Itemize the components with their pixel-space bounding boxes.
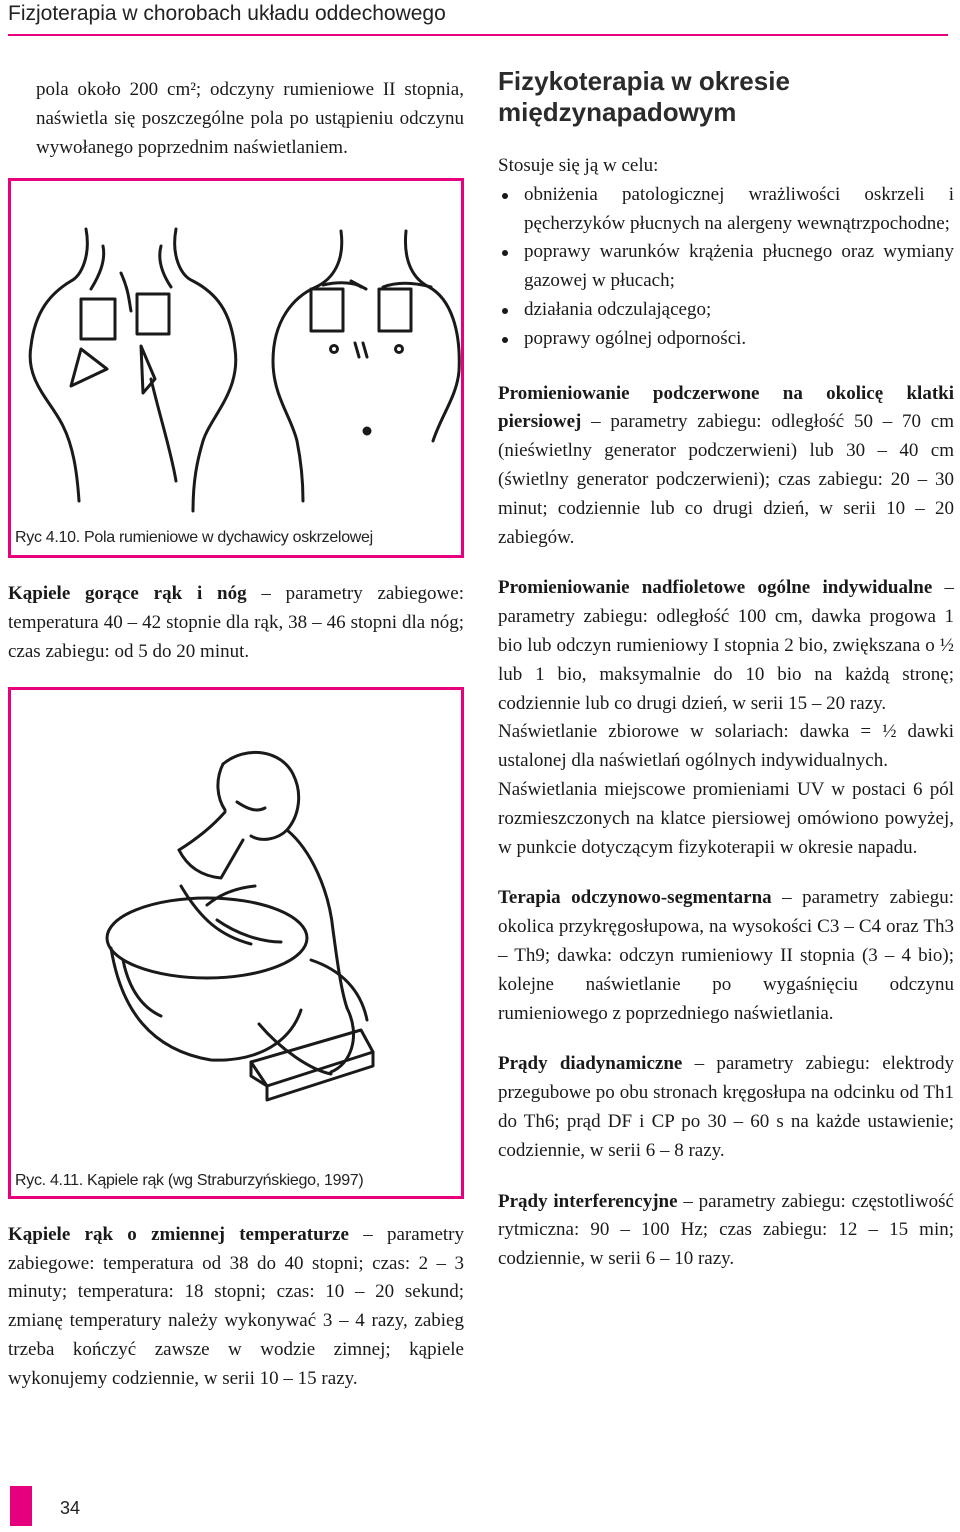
list-item: obniżenia patologicznej wrażliwości oskrzeli i pęcherzyków płucnych na alergeny wewnątrzpochodne; [498,181,954,239]
uv-local-paragraph: Naświetlania miejscowe promieniami UV w postaci 6 pól rozmieszczonych na klatce piersiowej omówiono powyżej, w punkcie dotyczącym fizykoterapii w okresie napadu. [498,778,954,858]
term: Prądy interferencyjne [498,1190,678,1212]
lead-text: Stosuje się ją w celu: [498,155,659,176]
list-item: poprawy warunków krążenia płucnego oraz wymiany gazowej w płucach; [498,238,954,296]
infrared-paragraph [498,380,954,553]
header-title: Fizjoterapia w chorobach układu oddechowego [8,2,446,25]
paragraph-text: – parametry zabiegowe: temperatura od 38 do 40 stopni; czas: 2 – 3 minuty; temperatura: 18 stopni; czas: 10 – 20 sekund; zmianę temperatury należy wykonywać 3 – 4 razy, zabieg trzeba kończyć zawsze w wodzie zimnej; kąpiele wykonujemy codziennie, w serii 10 – 15 razy. [8,1223,464,1389]
section-title: Fizykoterapia w okresie międzynapadowym [498,66,790,127]
term: Promieniowanie nadfioletowe ogólne indywidualne [498,577,933,599]
right-column [498,66,954,1274]
figure-4-11 [8,687,464,1199]
page-marker [10,1486,32,1526]
uv-general-paragraph [498,574,954,718]
list-item: działania odczulającego; [498,296,954,325]
paragraph-text: – parametry zabiegu: odległość 100 cm, dawka progowa 1 bio lub odczyn rumieniowy I stopnia 2 bio, zwiększana o ½ lub 1 bio, maksymalnie do 10 bio na każdą stronę; codziennie lub co drugi dzień, w serii 15 – 20 razy. [498,577,954,714]
paragraph-text: – parametry zabiegu: okolica przykręgosłupowa, na wysokości C3 – C4 oraz Th3 – Th9; dawka: odczyn rumieniowy II stopnia (3 – 4 bio); kolejne naświetlanie po wygaśnięciu odczynu rumieniowego z poprzedniego naświetlania. [498,887,955,1024]
diadynamic-paragraph [498,1050,954,1165]
paragraph-text: – parametry zabiegu: elektrody przegubowe po obu stronach kręgosłupa na odcinku od Th1 do Th6; prąd DF i CP po 30 – 60 s na każde ustawienie; codziennie, w serii 6 – 8 razy. [498,1053,954,1161]
figure-caption: Ryc. 4.11. Kąpiele rąk (wg Straburzyńskiego, 1997) [15,1171,364,1189]
interferential-paragraph [498,1188,954,1274]
term: Promieniowanie podczerwone na okolicę klatki piersiowej [498,382,954,433]
hot-baths-paragraph [8,580,464,666]
erythema-fields-illustration [11,181,461,555]
alternating-baths-paragraph [8,1221,464,1394]
running-header [8,0,948,36]
term: Kąpiele rąk o zmiennej temperaturze [8,1223,349,1245]
figure-4-10 [8,178,464,558]
hand-bath-illustration [11,690,461,1196]
term: Prądy diadynamiczne [498,1053,683,1075]
term: Kąpiele gorące rąk i nóg [8,583,247,605]
paragraph-text: – parametry zabiegowe: temperatura 40 – 42 stopnie dla rąk, 38 – 46 stopni dla nóg; czas zabiegu: od 5 do 20 minut. [8,583,464,662]
page-number: 34 [60,1498,81,1518]
left-column [8,76,464,1394]
figure-caption: Ryc 4.10. Pola rumieniowe w dychawicy oskrzelowej [15,529,373,547]
paragraph-text: – parametry zabiegu: odległość 50 – 70 cm (nieświetlny generator podczerwieni) lub 30 – 40 cm (świetlny generator podczerwieni); czas zabiegu: 20 – 30 minut; codziennie lub co drugi dzień, w serii 10 – 20 zabiegów. [498,411,954,548]
term: Terapia odczynowo-segmentarna [498,887,772,909]
intro-paragraph: pola około 200 cm²; odczyny rumieniowe II stopnia, naświetla się poszczególne pola po ustąpieniu odczynu wywołanego poprzednim naświetlaniem. [36,79,464,158]
list-item: poprawy ogólnej odporności. [498,325,954,354]
solarium-paragraph: Naświetlanie zbiorowe w solariach: dawka = ½ dawki ustalonej dla naświetlań ogólnych indywidualnych. [498,721,954,772]
paragraph-text: – parametry zabiegu: częstotliwość rytmiczna: 90 – 100 Hz; czas zabiegu: 12 – 15 min; codziennie, w serii 6 – 10 razy. [498,1190,954,1270]
goals-list [498,181,954,354]
segmental-therapy-paragraph [498,884,954,1028]
